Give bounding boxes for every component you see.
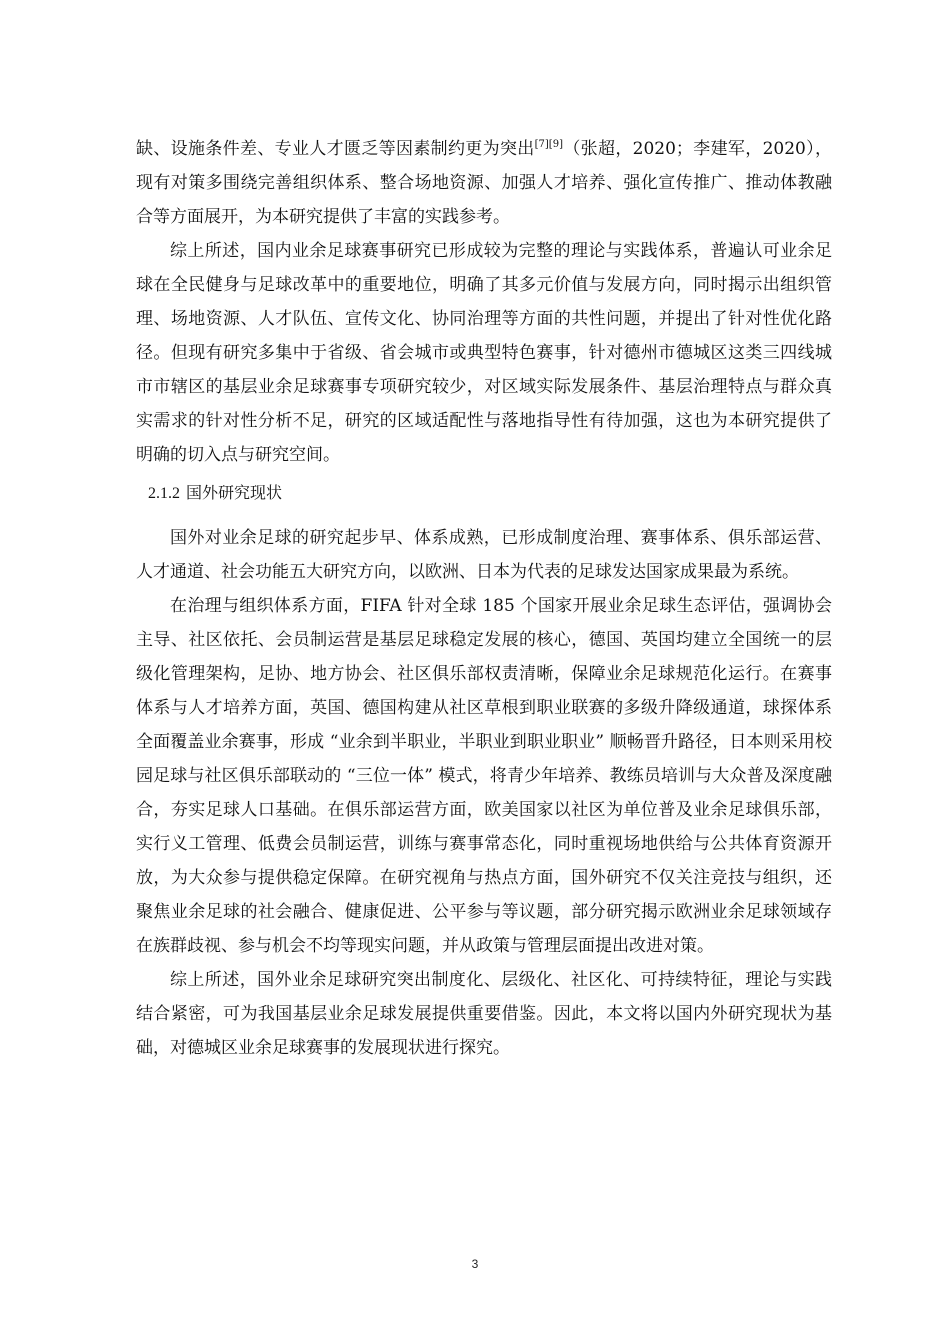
- paragraph-text: （张超，2020；李建军，2020），现有对策多围绕完善组织体系、整合场地资源、加强人才培养、强化宣传推广、推动体教融合等方面展开，为本研究提供了丰富的实践参考。: [136, 139, 832, 227]
- paragraph-domestic-countermeasures: [136, 132, 832, 234]
- paragraph-text: 缺、设施条件差、专业人才匮乏等因素制约更为突出: [136, 139, 535, 159]
- section-heading: [136, 476, 832, 511]
- section-number: 2.1.2: [148, 485, 180, 502]
- page-number: 3: [471, 1257, 479, 1271]
- paragraph-foreign-summary: 综上所述，国外业余足球研究突出制度化、层级化、社区化、可持续特征，理论与实践结合紧密，可为我国基层业余足球发展提供重要借鉴。因此，本文将以国内外研究现状为基础，对德城区业余足球赛事的发展现状进行探究。: [136, 970, 832, 1058]
- citation-reference: [7][9]: [534, 139, 563, 150]
- paragraph-foreign-details: 在治理与组织体系方面，FIFA 针对全球 185 个国家开展业余足球生态评估，强调协会主导、社区依托、会员制运营是基层足球稳定发展的核心，德国、英国均建立全国统一的层级化管理架构，足协、地方协会、社区俱乐部权责清晰，保障业余足球规范化运行。在赛事体系与人才培养方面，英国、德国构建从社区草根到职业联赛的多级升降级通道，球探体系全面覆盖业余赛事，形成 “业余到半职业，半职业到职业职业” 顺畅晋升路径，日本则采用校园足球与社区俱乐部联动的 “三位一体” 模式，将青少年培养、教练员培训与大众普及深度融合，夯实足球人口基础。在俱乐部运营方面，欧美国家以社区为单位普及业余足球俱乐部，实行义工管理、低费会员制运营，训练与赛事常态化，同时重视场地供给与公共体育资源开放，为大众参与提供稳定保障。在研究视角与热点方面，国外研究不仅关注竞技与组织，还聚焦业余足球的社会融合、健康促进、公平参与等议题，部分研究揭示欧洲业余足球领域存在族群歧视、参与机会不均等现实问题，并从政策与管理层面提出改进对策。: [136, 596, 832, 956]
- section-title: 国外研究现状: [186, 483, 283, 502]
- paragraph-foreign-overview: 国外对业余足球的研究起步早、体系成熟，已形成制度治理、赛事体系、俱乐部运营、人才通道、社会功能五大研究方向，以欧洲、日本为代表的足球发达国家成果最为系统。: [136, 528, 832, 582]
- page-body: [136, 132, 832, 1065]
- paragraph-domestic-summary: 综上所述，国内业余足球赛事研究已形成较为完整的理论与实践体系，普遍认可业余足球在全民健身与足球改革中的重要地位，明确了其多元价值与发展方向，同时揭示出组织管理、场地资源、人才队伍、宣传文化、协同治理等方面的共性问题，并提出了针对性优化路径。但现有研究多集中于省级、省会城市或典型特色赛事，针对德州市德城区这类三四线城市市辖区的基层业余足球赛事专项研究较少，对区域实际发展条件、基层治理特点与群众真实需求的针对性分析不足，研究的区域适配性与落地指导性有待加强，这也为本研究提供了明确的切入点与研究空间。: [136, 241, 832, 465]
